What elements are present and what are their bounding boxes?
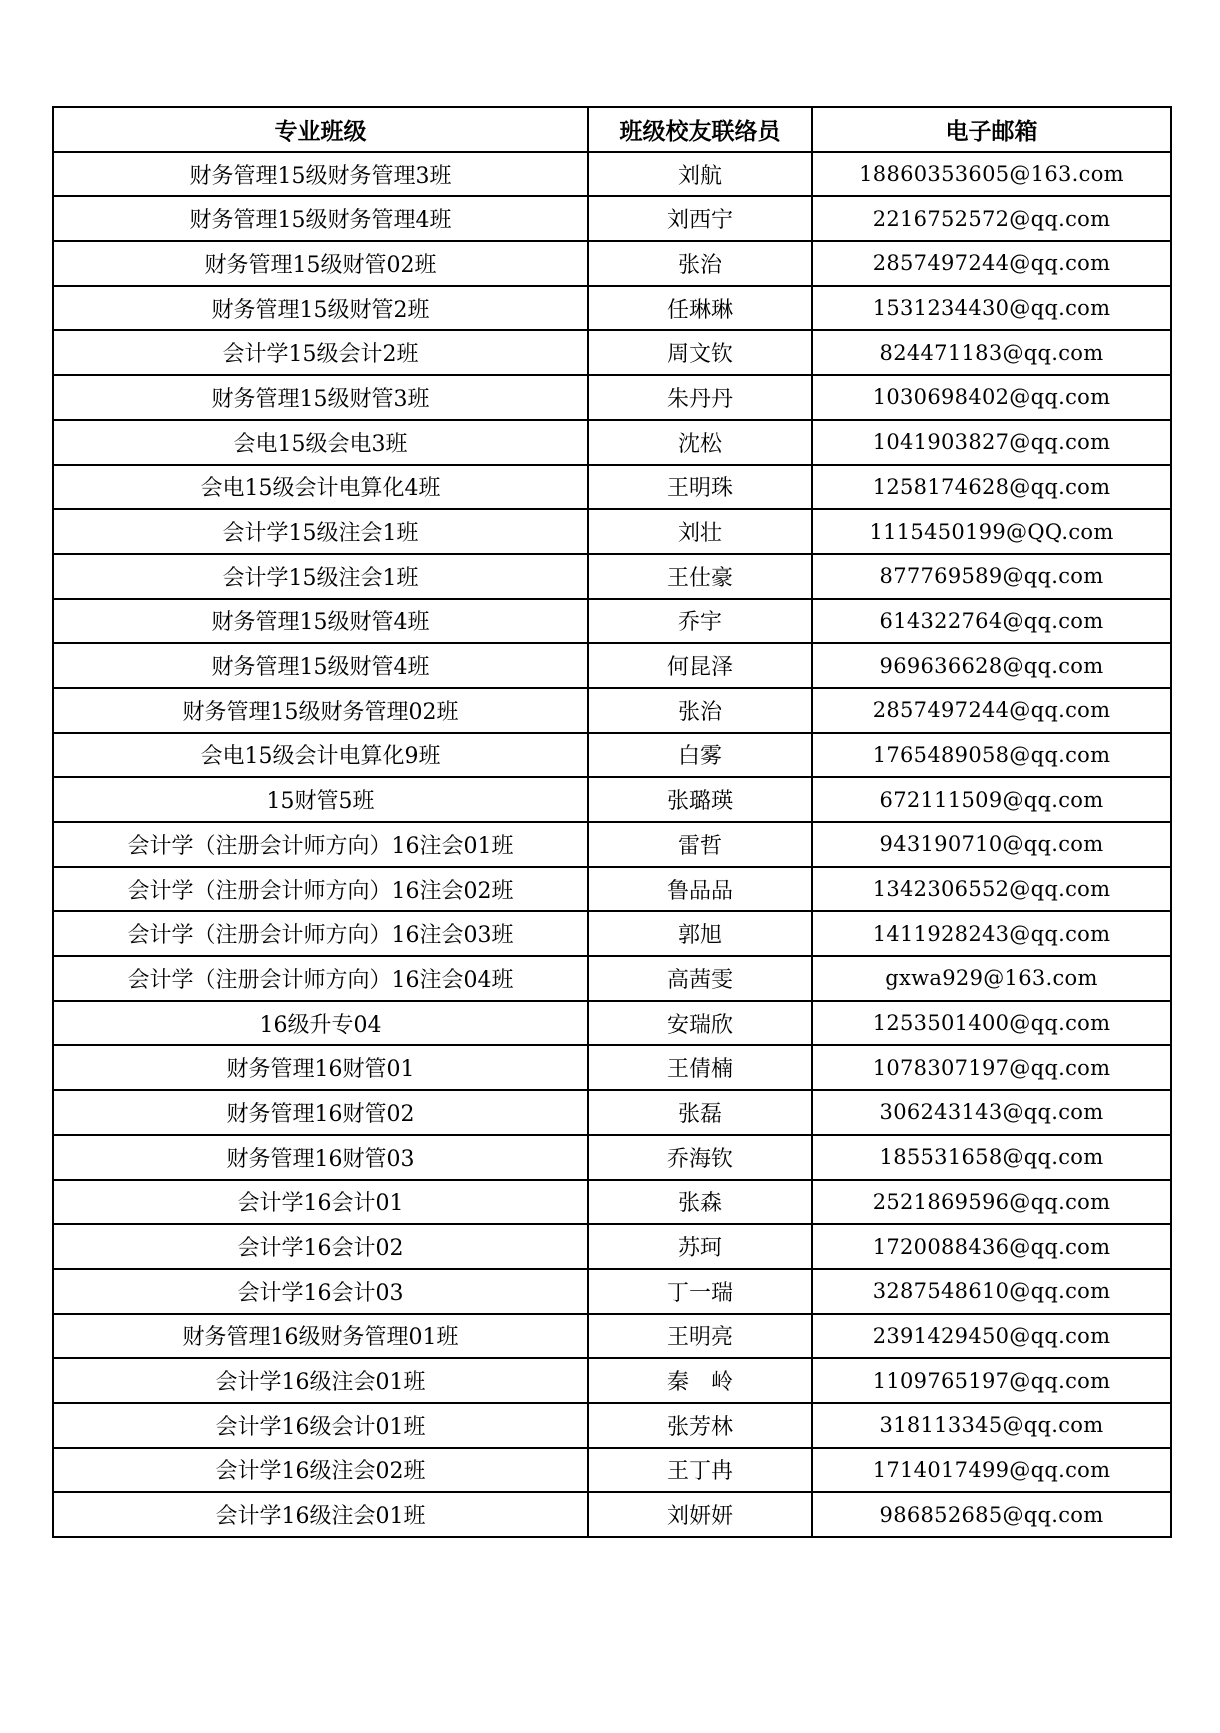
- cell-liaison-name: 丁一瑞: [588, 1269, 812, 1314]
- cell-class-name: 会计学16会计01: [53, 1180, 588, 1225]
- cell-liaison-name: 王倩楠: [588, 1045, 812, 1090]
- table-row: [53, 330, 1171, 375]
- table-row: [53, 1358, 1171, 1403]
- table-row: [53, 554, 1171, 599]
- table-row: [53, 1492, 1171, 1537]
- cell-class-name: 会计学15级注会1班: [53, 554, 588, 599]
- cell-liaison-name: 沈松: [588, 420, 812, 465]
- table-row: [53, 1314, 1171, 1359]
- table-row: [53, 241, 1171, 286]
- cell-email: 1041903827@qq.com: [812, 420, 1171, 465]
- cell-class-name: 会计学16会计03: [53, 1269, 588, 1314]
- header-class-name: 专业班级: [53, 107, 588, 152]
- cell-liaison-name: 郭旭: [588, 911, 812, 956]
- cell-liaison-name: 刘西宁: [588, 196, 812, 241]
- cell-email: 2216752572@qq.com: [812, 196, 1171, 241]
- table-row: [53, 1135, 1171, 1180]
- cell-liaison-name: 刘妍妍: [588, 1492, 812, 1537]
- cell-email: 1115450199@QQ.com: [812, 509, 1171, 554]
- table-row: [53, 196, 1171, 241]
- cell-email: 306243143@qq.com: [812, 1090, 1171, 1135]
- cell-class-name: 财务管理16财管03: [53, 1135, 588, 1180]
- cell-liaison-name: 何昆泽: [588, 643, 812, 688]
- table-row: [53, 1403, 1171, 1448]
- table-row: [53, 867, 1171, 912]
- cell-liaison-name: 王明珠: [588, 465, 812, 510]
- cell-liaison-name: 张璐瑛: [588, 777, 812, 822]
- cell-liaison-name: 乔海钦: [588, 1135, 812, 1180]
- cell-class-name: 财务管理16财管01: [53, 1045, 588, 1090]
- cell-email: 1714017499@qq.com: [812, 1448, 1171, 1493]
- cell-email: 318113345@qq.com: [812, 1403, 1171, 1448]
- cell-email: 1342306552@qq.com: [812, 867, 1171, 912]
- cell-email: 1765489058@qq.com: [812, 733, 1171, 778]
- cell-liaison-name: 张治: [588, 241, 812, 286]
- cell-email: 2857497244@qq.com: [812, 241, 1171, 286]
- table-row: [53, 956, 1171, 1001]
- cell-liaison-name: 朱丹丹: [588, 375, 812, 420]
- table-row: [53, 777, 1171, 822]
- cell-class-name: 财务管理15级财管02班: [53, 241, 588, 286]
- cell-liaison-name: 乔宇: [588, 599, 812, 644]
- table-row: [53, 822, 1171, 867]
- cell-email: 824471183@qq.com: [812, 330, 1171, 375]
- header-liaison: 班级校友联络员: [588, 107, 812, 152]
- cell-class-name: 财务管理15级财管3班: [53, 375, 588, 420]
- cell-liaison-name: 任琳琳: [588, 286, 812, 331]
- cell-class-name: 财务管理16级财务管理01班: [53, 1314, 588, 1359]
- cell-email: 1078307197@qq.com: [812, 1045, 1171, 1090]
- cell-email: gxwa929@163.com: [812, 956, 1171, 1001]
- cell-liaison-name: 白雾: [588, 733, 812, 778]
- cell-liaison-name: 王仕豪: [588, 554, 812, 599]
- table-row: [53, 152, 1171, 197]
- table-row: [53, 465, 1171, 510]
- cell-email: 614322764@qq.com: [812, 599, 1171, 644]
- cell-class-name: 会计学（注册会计师方向）16注会03班: [53, 911, 588, 956]
- cell-class-name: 财务管理15级财管4班: [53, 599, 588, 644]
- cell-email: 1411928243@qq.com: [812, 911, 1171, 956]
- cell-email: 1720088436@qq.com: [812, 1224, 1171, 1269]
- cell-class-name: 财务管理16财管02: [53, 1090, 588, 1135]
- table-row: [53, 1448, 1171, 1493]
- cell-class-name: 16级升专04: [53, 1001, 588, 1046]
- table-row: [53, 1269, 1171, 1314]
- cell-email: 185531658@qq.com: [812, 1135, 1171, 1180]
- alumni-contact-sheet: [52, 106, 1170, 1538]
- cell-email: 672111509@qq.com: [812, 777, 1171, 822]
- cell-class-name: 财务管理15级财管4班: [53, 643, 588, 688]
- cell-class-name: 15财管5班: [53, 777, 588, 822]
- cell-liaison-name: 周文钦: [588, 330, 812, 375]
- cell-email: 2391429450@qq.com: [812, 1314, 1171, 1359]
- table-row: [53, 1045, 1171, 1090]
- cell-class-name: 会计学（注册会计师方向）16注会02班: [53, 867, 588, 912]
- cell-liaison-name: 雷哲: [588, 822, 812, 867]
- table-row: [53, 1224, 1171, 1269]
- cell-class-name: 会电15级会计电算化4班: [53, 465, 588, 510]
- cell-class-name: 财务管理15级财管2班: [53, 286, 588, 331]
- table-row: [53, 599, 1171, 644]
- table-row: [53, 1180, 1171, 1225]
- cell-email: 1253501400@qq.com: [812, 1001, 1171, 1046]
- cell-class-name: 财务管理15级财务管理02班: [53, 688, 588, 733]
- cell-class-name: 会电15级会计电算化9班: [53, 733, 588, 778]
- cell-liaison-name: 张磊: [588, 1090, 812, 1135]
- cell-class-name: 会计学16级会计01班: [53, 1403, 588, 1448]
- cell-liaison-name: 张芳林: [588, 1403, 812, 1448]
- cell-class-name: 会计学16会计02: [53, 1224, 588, 1269]
- cell-class-name: 财务管理15级财务管理4班: [53, 196, 588, 241]
- cell-liaison-name: 刘壮: [588, 509, 812, 554]
- table-row: [53, 375, 1171, 420]
- cell-liaison-name: 刘航: [588, 152, 812, 197]
- cell-class-name: 财务管理15级财务管理3班: [53, 152, 588, 197]
- cell-liaison-name: 安瑞欣: [588, 1001, 812, 1046]
- cell-class-name: 会电15级会电3班: [53, 420, 588, 465]
- table-row: [53, 688, 1171, 733]
- cell-class-name: 会计学15级注会1班: [53, 509, 588, 554]
- cell-email: 1030698402@qq.com: [812, 375, 1171, 420]
- cell-liaison-name: 王明亮: [588, 1314, 812, 1359]
- cell-email: 1258174628@qq.com: [812, 465, 1171, 510]
- cell-liaison-name: 高茜雯: [588, 956, 812, 1001]
- cell-liaison-name: 鲁品品: [588, 867, 812, 912]
- cell-email: 3287548610@qq.com: [812, 1269, 1171, 1314]
- cell-class-name: 会计学16级注会01班: [53, 1358, 588, 1403]
- cell-class-name: 会计学16级注会01班: [53, 1492, 588, 1537]
- table-row: [53, 509, 1171, 554]
- cell-liaison-name: 王丁冉: [588, 1448, 812, 1493]
- cell-email: 943190710@qq.com: [812, 822, 1171, 867]
- cell-email: 2521869596@qq.com: [812, 1180, 1171, 1225]
- cell-email: 986852685@qq.com: [812, 1492, 1171, 1537]
- cell-email: 877769589@qq.com: [812, 554, 1171, 599]
- table-body: [53, 152, 1171, 1537]
- cell-class-name: 会计学（注册会计师方向）16注会01班: [53, 822, 588, 867]
- table-header-row: [53, 107, 1171, 152]
- table-row: [53, 733, 1171, 778]
- cell-email: 1531234430@qq.com: [812, 286, 1171, 331]
- table-row: [53, 1001, 1171, 1046]
- table-row: [53, 1090, 1171, 1135]
- cell-class-name: 会计学15级会计2班: [53, 330, 588, 375]
- cell-email: 1109765197@qq.com: [812, 1358, 1171, 1403]
- cell-liaison-name: 苏珂: [588, 1224, 812, 1269]
- cell-email: 2857497244@qq.com: [812, 688, 1171, 733]
- table-row: [53, 643, 1171, 688]
- table-row: [53, 286, 1171, 331]
- cell-email: 18860353605@163.com: [812, 152, 1171, 197]
- cell-class-name: 会计学（注册会计师方向）16注会04班: [53, 956, 588, 1001]
- cell-class-name: 会计学16级注会02班: [53, 1448, 588, 1493]
- cell-liaison-name: 秦 岭: [588, 1358, 812, 1403]
- alumni-contact-table: [52, 106, 1172, 1538]
- cell-liaison-name: 张森: [588, 1180, 812, 1225]
- table-row: [53, 911, 1171, 956]
- table-row: [53, 420, 1171, 465]
- header-email: 电子邮箱: [812, 107, 1171, 152]
- cell-liaison-name: 张治: [588, 688, 812, 733]
- cell-email: 969636628@qq.com: [812, 643, 1171, 688]
